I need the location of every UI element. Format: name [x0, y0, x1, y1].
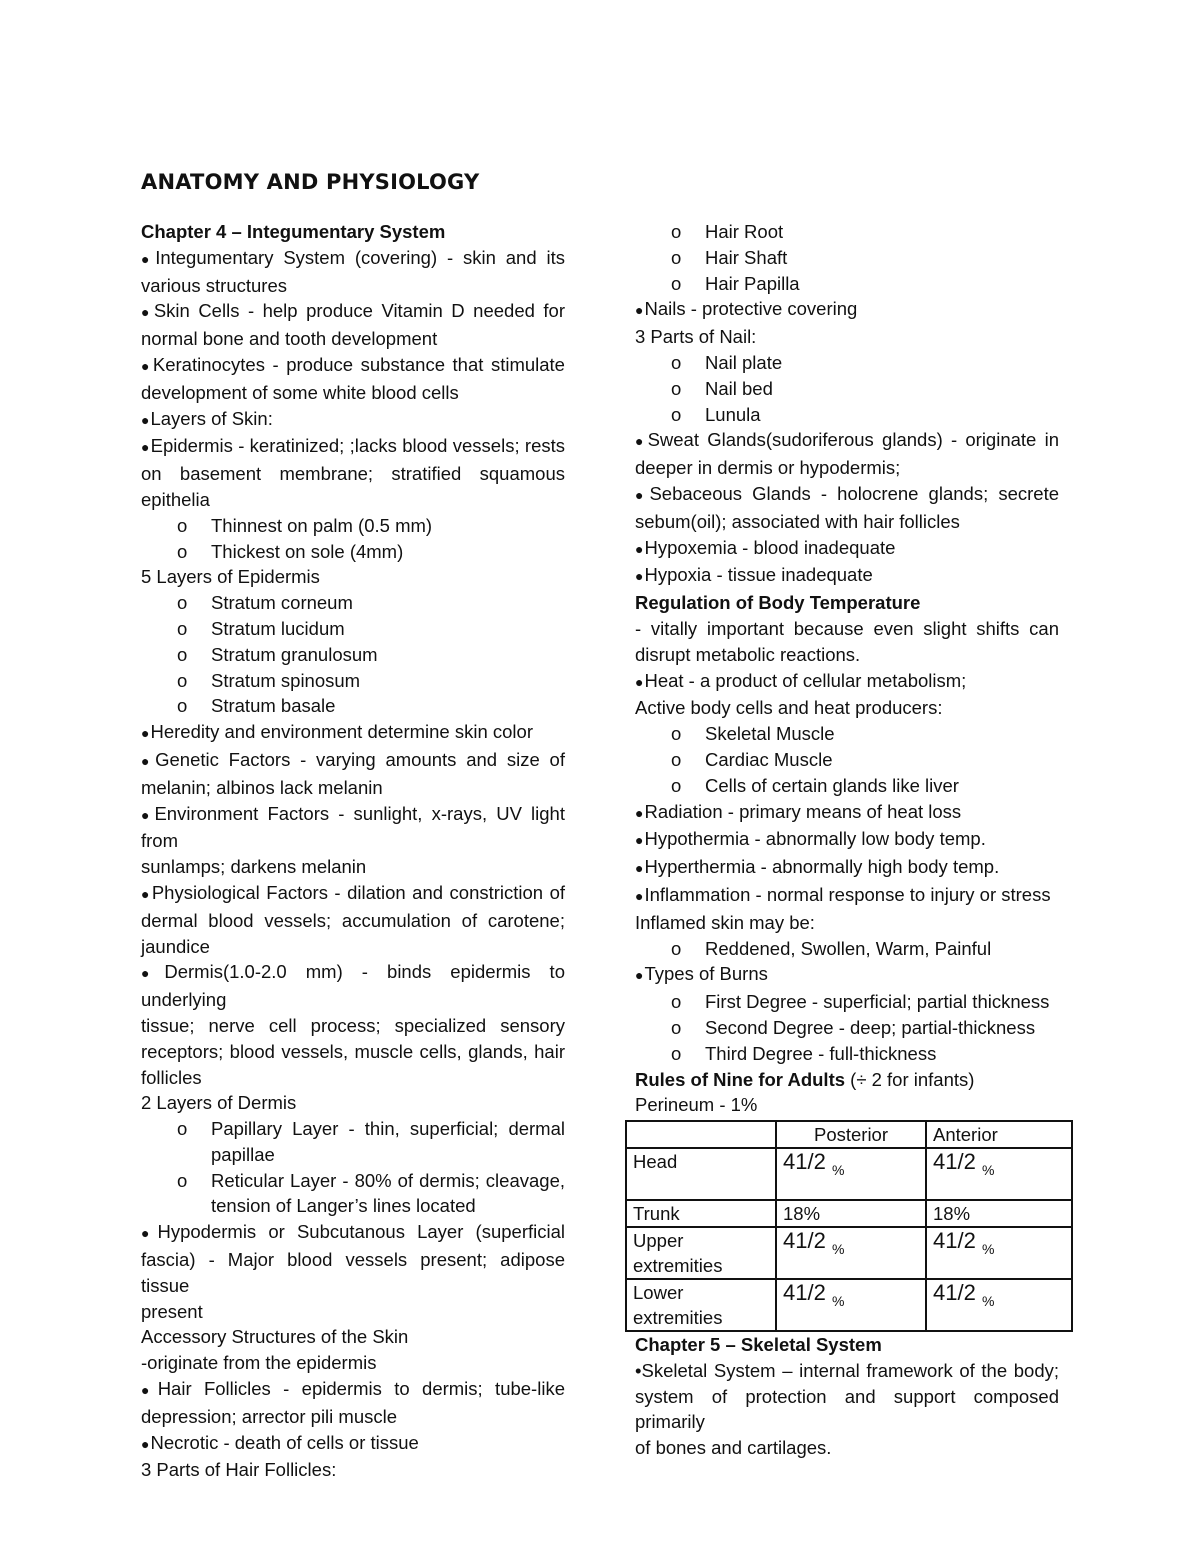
epidermis-line-2: on basement membrane; stratified squamous [141, 463, 565, 485]
table-cell: 41/2 $_{\%}$ [926, 1148, 1072, 1200]
genetic-line-1: ● Genetic Factors - varying amounts and size of [141, 747, 565, 775]
radiation-line: ● Radiation - primary means of heat loss [635, 799, 1059, 827]
table-header-cell: Anterior [926, 1121, 1072, 1148]
epidermis-layer-item: o Stratum granulosum [141, 642, 565, 668]
physiological-line-3: jaundice [141, 935, 210, 957]
heredity-line: ● Heredity and environment determine skin color [141, 719, 565, 747]
burns-line: ● Types of Burns [635, 961, 1059, 989]
reticular-line-2: tension of Langer’s lines located [211, 1195, 476, 1217]
dermis-line-3: receptors; blood vessels, muscle cells, glands, hair [141, 1040, 565, 1062]
hair-follicles-line-1: ● Hair Follicles - epidermis to dermis; tube-like [141, 1376, 565, 1404]
skin-cells-line-2: normal bone and tooth development [141, 328, 438, 350]
dermis-layers-heading: 2 Layers of Dermis [141, 1092, 297, 1114]
hypothermia-line: ● Hypothermia - abnormally low body temp. [635, 826, 1059, 854]
inflamed-skin-line: Inflamed skin may be: [635, 911, 815, 933]
hypodermis-line-3: present [141, 1300, 203, 1322]
inflamed-skin-item: o Reddened, Swollen, Warm, Painful [635, 936, 1059, 962]
heat-producer-item: o Cells of certain glands like liver [635, 773, 1059, 799]
hair-follicles-line-2: depression; arrector pili muscle [141, 1405, 398, 1427]
nail-part-item: o Nail plate [635, 350, 1059, 376]
perineum-line: Perineum - 1% [635, 1094, 758, 1116]
table-row-label: Head [626, 1148, 776, 1200]
nail-part-item: o Nail bed [635, 376, 1059, 402]
hair-follicle-parts-heading: 3 Parts of Hair Follicles: [141, 1459, 337, 1481]
integumentary-line-2: various structures [141, 274, 287, 296]
rules-of-nine-note: (÷ 2 for infants) [845, 1068, 975, 1090]
hair-part-item: o Hair Shaft [635, 245, 1059, 271]
burn-type-item: o Third Degree - full-thickness [635, 1041, 1059, 1067]
papillary-line-1: o Papillary Layer - thin, superficial; dermal [141, 1116, 565, 1142]
chapter-4-heading: Chapter 4 – Integumentary System [141, 221, 446, 242]
table-row-label: Lower extremities [626, 1279, 776, 1331]
table-cell: 41/2 $_{\%}$ [926, 1279, 1072, 1331]
sweat-glands-line-1: ● Sweat Glands(sudoriferous glands) - originate in [635, 427, 1059, 455]
layers-of-skin: ● Layers of Skin: [141, 406, 565, 434]
active-cells-line: Active body cells and heat producers: [635, 697, 943, 719]
papillary-line-2: papillae [211, 1143, 275, 1165]
nails-line: ● Nails - protective covering [635, 296, 1059, 324]
table-row [626, 1227, 1072, 1279]
table-cell: 41/2 $_{\%}$ [776, 1227, 926, 1279]
table-cell: 18% [926, 1200, 1072, 1227]
dermis-line-2: tissue; nerve cell process; specialized sensory [141, 1014, 565, 1036]
hypodermis-line-2: fascia) - Major blood vessels present; adipose tissue [141, 1249, 565, 1296]
heat-producer-item: o Cardiac Muscle [635, 747, 1059, 773]
nail-part-item: o Lunula [635, 402, 1059, 428]
hyperthermia-line: ● Hyperthermia - abnormally high body temp. [635, 854, 1059, 882]
hair-part-item: o Hair Papilla [635, 271, 1059, 297]
hypoxia-line: ● Hypoxia - tissue inadequate [635, 562, 1059, 590]
burn-type-item: o First Degree - superficial; partial thickness [635, 989, 1059, 1015]
dermis-line-1: ● Dermis(1.0-2.0 mm) - binds epidermis to underlying [141, 959, 565, 1013]
reticular-line-1: o Reticular Layer - 80% of dermis; cleavage, [141, 1168, 565, 1194]
table-header-row [626, 1121, 1072, 1148]
table-cell: 41/2 $_{\%}$ [776, 1279, 926, 1331]
table-header-cell [626, 1121, 776, 1148]
keratinocytes-line-1: ● Keratinocytes - produce substance that stimulate [141, 352, 565, 380]
skin-cells-line-1: ● Skin Cells - help produce Vitamin D needed for [141, 298, 565, 326]
table-cell: 18% [776, 1200, 926, 1227]
nail-parts-heading: 3 Parts of Nail: [635, 326, 757, 348]
thickest-item: o Thickest on sole (4mm) [141, 539, 565, 565]
thinnest-item: o Thinnest on palm (0.5 mm) [141, 513, 565, 539]
genetic-line-2: melanin; albinos lack melanin [141, 776, 383, 798]
table-row-label: Upper extremities [626, 1227, 776, 1279]
skeletal-line-2: system of protection and support composed primarily [635, 1385, 1059, 1433]
rules-of-nine-table [625, 1120, 1073, 1332]
epidermis-layer-item: o Stratum basale [141, 693, 565, 719]
regulation-line-1: - vitally important because even slight shifts can [635, 617, 1059, 639]
skeletal-line-1: •Skeletal System – internal framework of the body; [635, 1359, 1059, 1381]
physiological-line-2: dermal blood vessels; accumulation of carotene; [141, 909, 565, 931]
regulation-heading: Regulation of Body Temperature [635, 592, 921, 614]
chapter-5-heading: Chapter 5 – Skeletal System [635, 1334, 882, 1356]
rules-of-nine-line [635, 1067, 1059, 1093]
table-row [626, 1200, 1072, 1227]
necrotic-line: ● Necrotic - death of cells or tissue [141, 1430, 565, 1458]
hypoxemia-line: ● Hypoxemia - blood inadequate [635, 535, 1059, 563]
heat-line: ● Heat - a product of cellular metabolism; [635, 668, 1059, 696]
physiological-line-1: ● Physiological Factors - dilation and constriction of [141, 880, 565, 908]
table-header-cell: Posterior [776, 1121, 926, 1148]
environment-line-1: ● Environment Factors - sunlight, x-rays, UV light from [141, 801, 565, 855]
keratinocytes-line-2: development of some white blood cells [141, 381, 459, 403]
table-cell: 41/2 $_{\%}$ [776, 1148, 926, 1200]
sebaceous-line-2: sebum(oil); associated with hair follicles [635, 510, 960, 532]
table-row [626, 1148, 1072, 1200]
hair-part-item: o Hair Root [635, 219, 1059, 245]
page-title: ANATOMY AND PHYSIOLOGY [141, 170, 480, 194]
table-row [626, 1279, 1072, 1331]
epidermis-layer-item: o Stratum spinosum [141, 668, 565, 694]
sebaceous-line-1: ● Sebaceous Glands - holocrene glands; secrete [635, 481, 1059, 509]
environment-line-2: sunlamps; darkens melanin [141, 856, 367, 878]
epidermis-line-1: ● Epidermis - keratinized; ;lacks blood vessels; rests [141, 433, 565, 461]
inflammation-line: ● Inflammation - normal response to injury or stress [635, 882, 1059, 910]
sweat-glands-line-2: deeper in dermis or hypodermis; [635, 457, 901, 479]
hypodermis-line-1: ● Hypodermis or Subcutanous Layer (superficial [141, 1219, 565, 1247]
integumentary-line-1: ● Integumentary System (covering) - skin and its [141, 245, 565, 273]
accessory-heading: Accessory Structures of the Skin [141, 1326, 409, 1348]
epidermis-line-3: epithelia [141, 488, 210, 510]
table-cell: 41/2 $_{\%}$ [926, 1227, 1072, 1279]
dermis-line-4: follicles [141, 1066, 202, 1088]
skeletal-line-3: of bones and cartilages. [635, 1437, 832, 1459]
right-column [635, 219, 1059, 1461]
left-column [141, 219, 565, 1483]
accessory-subline: -originate from the epidermis [141, 1352, 377, 1374]
epidermis-layers-heading: 5 Layers of Epidermis [141, 566, 320, 588]
epidermis-layer-item: o Stratum lucidum [141, 616, 565, 642]
regulation-line-2: disrupt metabolic reactions. [635, 643, 861, 665]
table-row-label: Trunk [626, 1200, 776, 1227]
epidermis-layer-item: o Stratum corneum [141, 590, 565, 616]
heat-producer-item: o Skeletal Muscle [635, 721, 1059, 747]
rules-of-nine-heading: Rules of Nine for Adults [635, 1068, 846, 1090]
burn-type-item: o Second Degree - deep; partial-thickness [635, 1015, 1059, 1041]
